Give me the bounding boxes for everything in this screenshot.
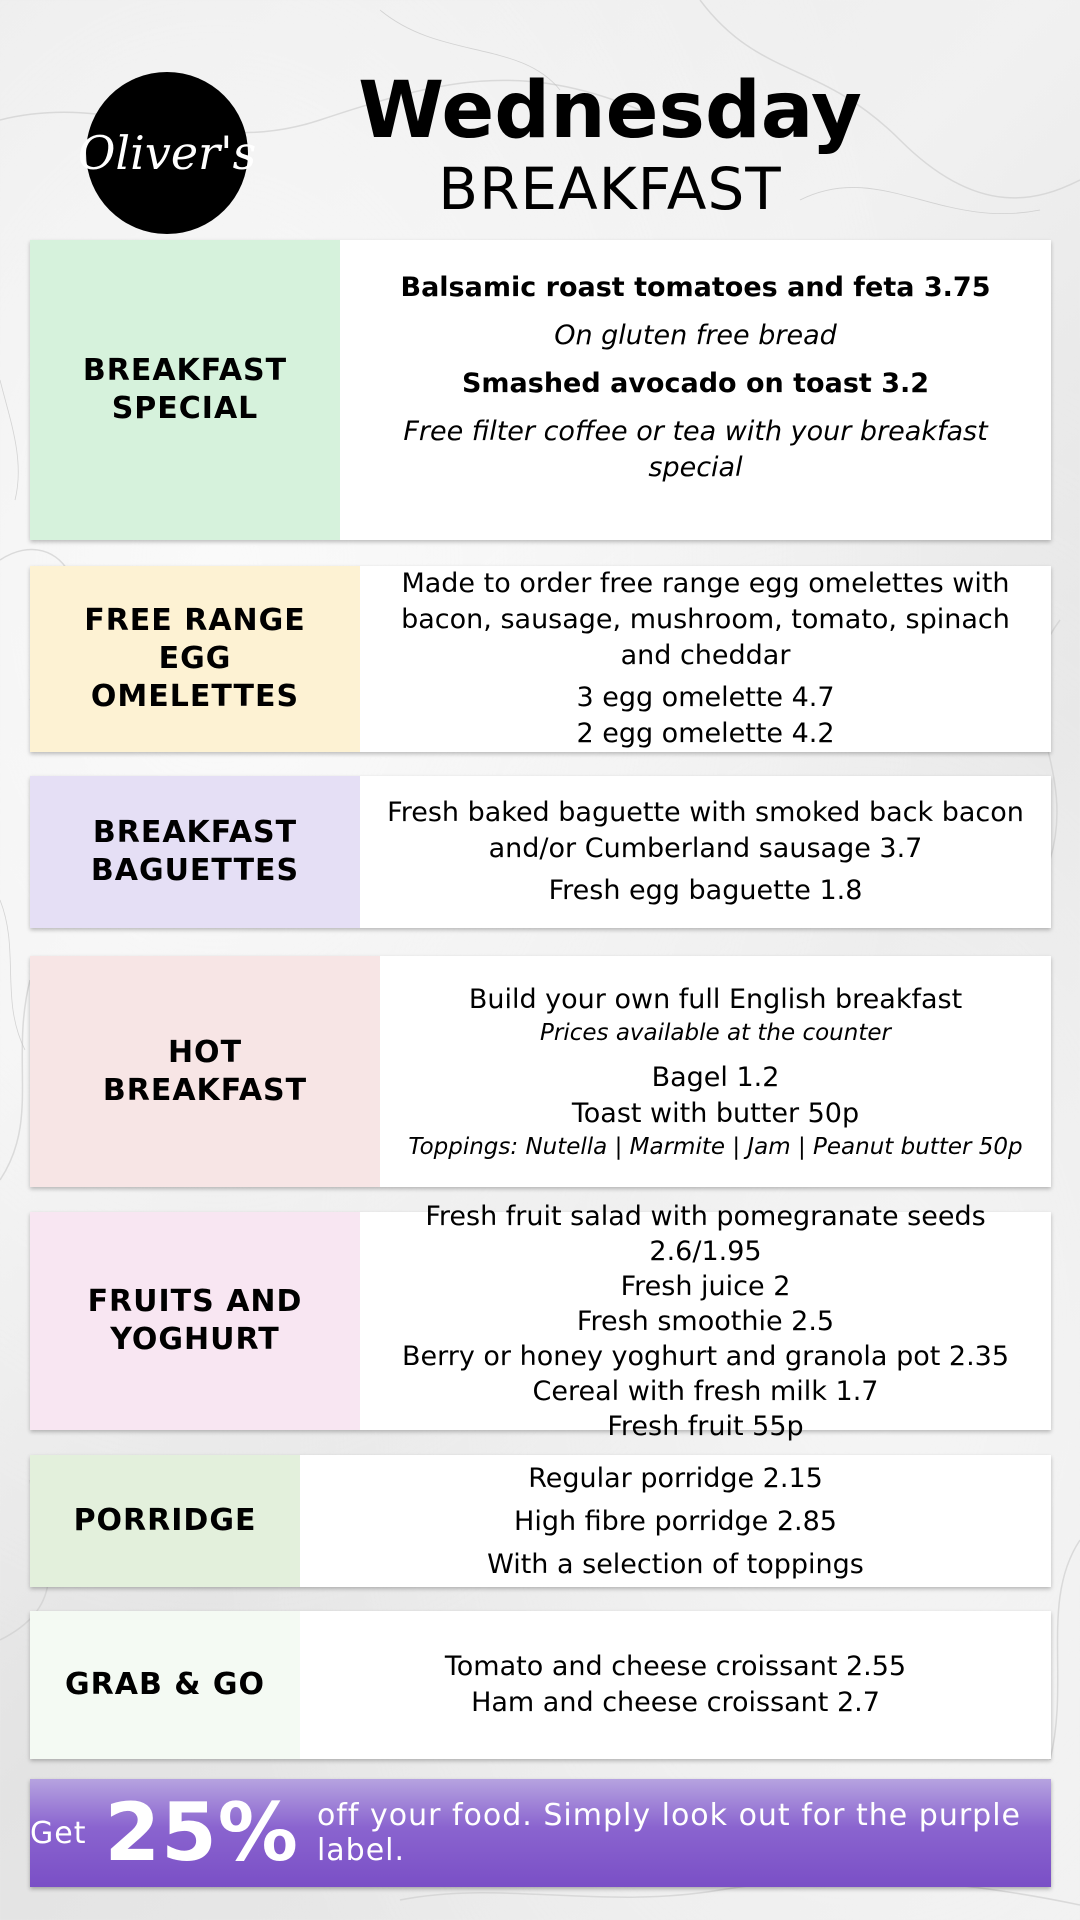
menu-item: Ham and cheese croissant 2.7	[471, 1687, 880, 1718]
section-label: HOT BREAKFAST	[30, 956, 380, 1187]
section-egg-omelettes	[30, 566, 1051, 752]
section-label: GRAB & GO	[30, 1611, 300, 1759]
promo-percent: 25%	[104, 1786, 299, 1879]
section-fruits-yoghurt	[30, 1200, 1051, 1442]
section-items	[340, 240, 1051, 540]
menu-note: Free filter coffee or tea with your breakfast special	[403, 416, 988, 483]
menu-item: Berry or honey yoghurt and granola pot 2.35	[401, 1340, 1010, 1372]
section-items	[300, 1455, 1051, 1587]
section-breakfast-special	[30, 240, 1051, 540]
menu-item: Toast with butter 50p	[571, 1097, 860, 1129]
menu-header	[0, 0, 1080, 236]
section-label: PORRIDGE	[30, 1455, 300, 1587]
section-grab-and-go	[30, 1611, 1051, 1759]
menu-item: Fresh fruit 55p	[607, 1410, 804, 1442]
discount-promo-banner	[30, 1779, 1051, 1887]
promo-prefix: Get	[30, 1815, 87, 1851]
section-label: FRUITS AND YOGHURT	[30, 1212, 360, 1430]
menu-item: Fresh baked baguette with smoked back bacon and/or Cumberland sausage 3.7	[387, 797, 1024, 864]
menu-item: Balsamic roast tomatoes and feta 3.75	[400, 272, 991, 303]
menu-note: On gluten free bread	[554, 320, 837, 351]
menu-item: Cereal with fresh milk 1.7	[532, 1375, 879, 1407]
meal-title: BREAKFAST	[438, 155, 782, 223]
menu-item: Tomato and cheese croissant 2.55	[444, 1651, 907, 1682]
menu-item: Smashed avocado on toast 3.2	[461, 368, 930, 399]
section-items	[360, 776, 1051, 928]
menu-item: Regular porridge 2.15	[528, 1462, 823, 1494]
menu-item: High fibre porridge 2.85	[514, 1505, 837, 1537]
section-label: BREAKFAST BAGUETTES	[30, 776, 360, 928]
menu-item: With a selection of toppings	[487, 1548, 864, 1580]
section-items	[360, 1200, 1051, 1442]
menu-item: Fresh smoothie 2.5	[576, 1305, 835, 1337]
section-porridge	[30, 1455, 1051, 1587]
section-items	[300, 1611, 1051, 1759]
menu-item: 2 egg omelette 4.2	[576, 718, 835, 749]
menu-item: Bagel 1.2	[651, 1061, 780, 1093]
section-items	[360, 566, 1051, 752]
section-items	[380, 956, 1051, 1187]
menu-note: Toppings: Nutella | Marmite | Jam | Peanut butter 50p	[408, 1133, 1023, 1160]
day-title: Wednesday	[358, 66, 862, 156]
menu-item: Fresh egg baguette 1.8	[548, 875, 863, 906]
olivers-logo: Oliver's	[86, 72, 248, 234]
section-label: BREAKFAST SPECIAL	[30, 240, 340, 540]
menu-note: Made to order free range egg omelettes with bacon, sausage, mushroom, tomato, spinach and cheddar	[401, 568, 1010, 671]
menu-item: Build your own full English breakfast	[468, 983, 963, 1015]
promo-suffix: off your food. Simply look out for the purple label.	[316, 1798, 1022, 1868]
menu-item: 3 egg omelette 4.7	[576, 682, 835, 713]
menu-note: Prices available at the counter	[540, 1019, 891, 1046]
section-label: FREE RANGE EGG OMELETTES	[30, 566, 360, 752]
section-breakfast-baguettes	[30, 776, 1051, 928]
menu-item: Fresh fruit salad with pomegranate seeds 2.6/1.95	[425, 1200, 986, 1267]
menu-item: Fresh juice 2	[620, 1270, 791, 1302]
section-hot-breakfast	[30, 956, 1051, 1187]
